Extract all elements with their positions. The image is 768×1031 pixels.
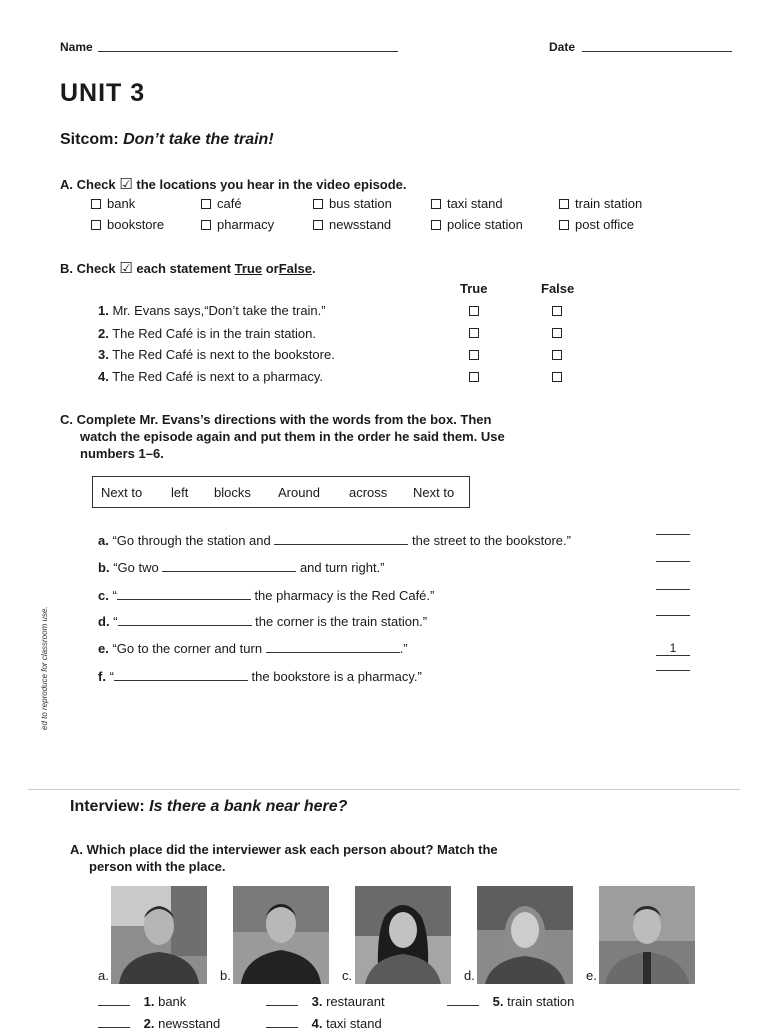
statement-row [98,369,323,384]
place-item [266,994,385,1009]
place-number: 4. [311,1016,323,1031]
direction-item [98,641,408,656]
place-number: 3. [311,994,323,1009]
item-letter: d. [98,614,110,629]
section-b-letter: B. [60,261,73,276]
photo-label: c. [342,968,353,983]
section-a-instruction [60,175,407,193]
place-item [98,994,186,1009]
checkbox[interactable] [91,220,101,230]
direction-item [98,588,434,603]
statement-row [98,347,335,362]
location-item-bookstore[interactable] [91,217,164,232]
person-photo-d [477,886,573,984]
section-b-check-word: Check [76,261,116,276]
location-label: bus station [329,196,392,211]
fill-blank[interactable] [274,543,408,545]
location-label: café [217,196,242,211]
section-b-instruction [60,259,316,277]
direction-item [98,560,385,575]
place-number: 5. [492,994,504,1009]
item-text: and turn right.” [299,560,385,575]
place-number: 1. [143,994,155,1009]
direction-item [98,614,427,629]
statement-number: 4. [98,369,109,384]
item-text: the street to the bookstore.” [412,533,571,548]
checkbox[interactable] [559,199,569,209]
match-blank[interactable] [447,1004,479,1006]
statement-text: The Red Café is next to the bookstore. [112,347,335,362]
item-text: the pharmacy is the Red Café.” [254,588,435,603]
direction-item [98,533,571,548]
statement-row [98,326,316,341]
location-label: pharmacy [217,217,275,232]
place-text: restaurant [326,994,385,1009]
direction-item [98,669,422,684]
item-text: the corner is the train station.” [255,614,428,629]
match-blank[interactable] [98,1004,130,1006]
place-text: taxi stand [326,1016,382,1031]
checked-box-icon: ☑ [119,176,133,193]
match-blank[interactable] [98,1026,130,1028]
location-label: bank [107,196,136,211]
word-box-item: blocks [214,484,251,500]
place-text: newsstand [158,1016,221,1031]
item-letter: b. [98,560,110,575]
unit-title: UNIT 3 [60,79,146,107]
item-text: the bookstore is a pharmacy.” [251,669,422,684]
date-field[interactable] [582,51,732,52]
section-divider [28,789,740,790]
false-checkbox[interactable] [552,372,562,382]
statement-number: 2. [98,326,109,341]
item-text: “ [112,588,117,603]
location-item-police-station[interactable] [431,217,523,232]
place-item [447,994,574,1009]
false-checkbox[interactable] [552,350,562,360]
word-box-item: Next to [101,484,143,500]
checkbox[interactable] [201,199,211,209]
photo-label: a. [98,968,109,983]
location-label: post office [575,217,635,232]
location-item-pharmacy[interactable] [201,217,274,232]
section-c-instruction [60,411,505,462]
item-text: “Go to the corner and turn [112,641,263,656]
fill-blank[interactable] [118,624,252,626]
location-item-bus-station[interactable] [313,196,392,211]
statement-text: The Red Café is next to a pharmacy. [112,369,323,384]
location-item-train-station[interactable] [559,196,642,211]
order-answer-blank[interactable] [656,561,690,562]
item-letter: e. [98,641,109,656]
item-letter: c. [98,588,109,603]
checked-box-icon: ☑ [119,260,133,277]
sitcom-prefix: Sitcom: [60,131,119,148]
item-text: “Go two [113,560,159,575]
place-text: bank [158,994,187,1009]
item-text: “Go through the station and [112,533,271,548]
question-letter: A. [70,842,83,857]
section-b-false-word: False [278,261,312,276]
match-blank[interactable] [266,1004,298,1006]
statement-number: 1. [98,303,109,318]
location-label: taxi stand [447,196,503,211]
interview-title: Is there a bank near here? [149,798,348,815]
checkbox[interactable] [91,199,101,209]
copyright-side-note: ed to reproduce for classroom use. [40,606,49,730]
statement-number: 3. [98,347,109,362]
place-text: train station [507,994,575,1009]
true-checkbox[interactable] [469,350,479,360]
section-c-line: Complete Mr. Evans’s directions with the words from the box. Then [76,412,492,427]
photo-label: e. [586,968,597,983]
location-label: train station [575,196,643,211]
section-c-letter: C. [60,412,73,427]
item-text: “ [109,669,114,684]
name-label: Name [60,40,93,54]
checkbox[interactable] [431,220,441,230]
word-box-item: Around [278,484,320,500]
false-column-header: False [541,281,575,296]
photo-label: d. [464,968,475,983]
person-photo-c [355,886,451,984]
section-a-text: the locations you hear in the video episode. [136,177,407,192]
section-c-line: watch the episode again and put them in the order he said them. Use [80,429,505,444]
person-photo-e [599,886,695,984]
item-text: “ [113,614,118,629]
checkbox[interactable] [431,199,441,209]
fill-blank[interactable] [114,679,248,681]
name-field[interactable] [98,51,398,52]
fill-blank[interactable] [266,651,400,653]
false-checkbox[interactable] [552,328,562,338]
order-answer-blank[interactable] [656,615,690,616]
true-column-header: True [460,281,488,296]
item-letter: f. [98,669,106,684]
statement-text: Mr. Evans says,“Don’t take the train.” [112,303,326,318]
location-label: newsstand [329,217,392,232]
section-a-check-word: Check [76,177,116,192]
word-box-item: across [349,484,388,500]
checkbox[interactable] [559,220,569,230]
sitcom-heading [60,131,274,149]
statement-row [98,303,326,318]
location-item-taxi-stand[interactable] [431,196,503,211]
person-photo-a [111,886,207,984]
photo-label: b. [220,968,231,983]
interview-heading [70,798,347,816]
fill-blank[interactable] [117,598,251,600]
location-label: bookstore [107,217,165,232]
interview-prefix: Interview: [70,798,145,815]
order-answer-blank[interactable] [656,670,690,671]
item-letter: a. [98,533,109,548]
item-text: .” [399,641,408,656]
interview-question [70,841,498,875]
question-line: Which place did the interviewer ask each person about? Match the [86,842,498,857]
location-item-post-office[interactable] [559,217,634,232]
fill-blank[interactable] [162,570,296,572]
section-b-text: each statement [136,261,232,276]
order-answer-blank[interactable] [656,534,690,535]
section-b-true-word: True [234,261,263,276]
location-item-newsstand[interactable] [313,217,391,232]
checkbox[interactable] [313,220,323,230]
location-item-cafe[interactable] [201,196,242,211]
sitcom-title: Don’t take the train! [123,131,274,148]
checkbox[interactable] [313,199,323,209]
match-blank[interactable] [266,1026,298,1028]
section-b-or-word: or [265,261,279,276]
word-box-item: left [171,484,189,500]
date-label: Date [549,40,576,54]
word-box [92,476,470,508]
true-checkbox[interactable] [469,372,479,382]
location-label: police station [447,217,523,232]
true-checkbox[interactable] [469,328,479,338]
section-b-period: . [311,261,316,276]
location-item-bank[interactable] [91,196,135,211]
true-checkbox[interactable] [469,306,479,316]
person-photo-b [233,886,329,984]
order-answer-blank[interactable]: 1 [656,641,690,656]
section-a-letter: A. [60,177,73,192]
section-c-line: numbers 1–6. [80,446,164,461]
place-number: 2. [143,1016,155,1031]
false-checkbox[interactable] [552,306,562,316]
checkbox[interactable] [201,220,211,230]
question-line: person with the place. [89,859,226,874]
order-answer-blank[interactable] [656,589,690,590]
word-box-item: Next to [413,484,455,500]
statement-text: The Red Café is in the train station. [112,326,317,341]
